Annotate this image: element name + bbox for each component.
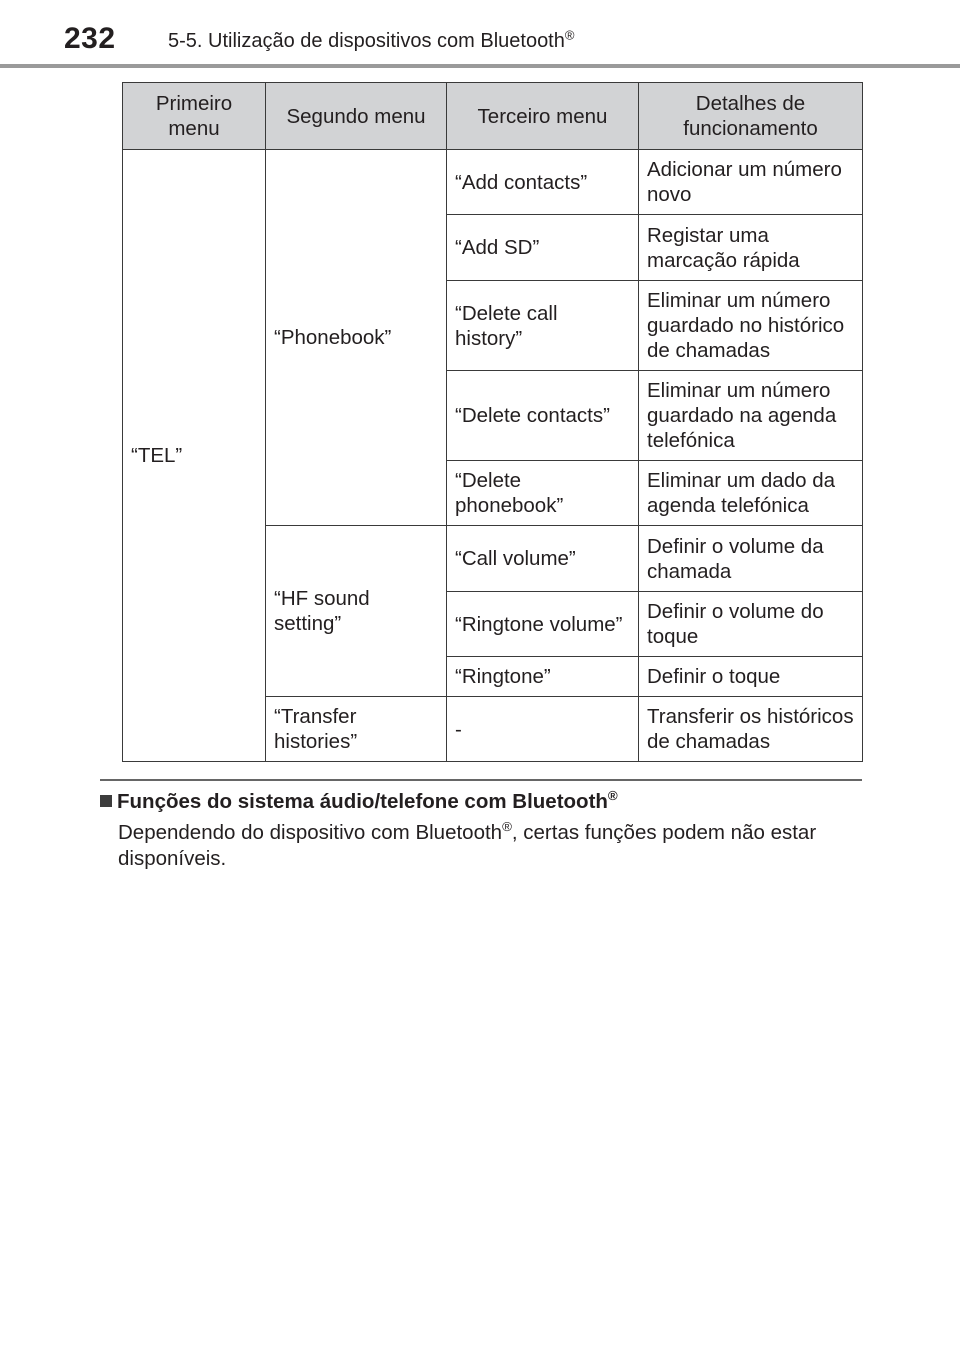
note-title (100, 790, 618, 814)
third-menu-cell: “Add SD” (447, 215, 639, 281)
section-divider (100, 779, 862, 781)
third-menu-cell: “Delete contacts” (447, 371, 639, 461)
section-title (168, 27, 575, 53)
third-menu-cell: “Delete phonebook” (447, 461, 639, 526)
third-menu-cell: “Add contacts” (447, 150, 639, 215)
details-cell: Definir o toque (639, 657, 863, 697)
table-header-row (123, 83, 863, 150)
third-menu-cell: “Ringtone” (447, 657, 639, 697)
page-number: 232 (64, 22, 116, 55)
details-cell: Transferir os históricos de chamadas (639, 697, 863, 762)
third-menu-cell: “Ringtone volume” (447, 592, 639, 657)
registered-mark: ® (502, 819, 512, 835)
third-menu-cell: - (447, 697, 639, 762)
details-cell: Eliminar um número guardado na agenda telefónica (639, 371, 863, 461)
registered-mark: ® (607, 788, 618, 804)
note-text (118, 820, 860, 872)
header-third-menu: Terceiro menu (447, 83, 639, 150)
header-details: Detalhes de funcionamento (639, 83, 863, 150)
note-text-part: , certas funções podem não estar disponíveis. (118, 821, 817, 870)
details-cell: Eliminar um dado da agenda telefónica (639, 461, 863, 526)
menu-table (122, 82, 863, 762)
details-cell: Eliminar um número guardado no histórico de chamadas (639, 281, 863, 371)
second-menu-transfer: “Transfer histories” (266, 697, 447, 762)
header-first-menu: Primeiro menu (123, 83, 266, 150)
table-row (123, 150, 863, 215)
section-title-text: 5-5. Utilização de dispositivos com Bluetooth (168, 30, 565, 52)
first-menu-tel: “TEL” (123, 150, 266, 762)
second-menu-phonebook: “Phonebook” (266, 150, 447, 526)
details-cell: Definir o volume do toque (639, 592, 863, 657)
second-menu-hf-sound: “HF sound setting” (266, 526, 447, 697)
note-text-part: Dependendo do dispositivo com Bluetooth (118, 821, 503, 844)
third-menu-cell: “Delete call history” (447, 281, 639, 371)
header-second-menu: Segundo menu (266, 83, 447, 150)
details-cell: Definir o volume da chamada (639, 526, 863, 592)
registered-mark: ® (564, 27, 575, 43)
square-bullet-icon (100, 795, 112, 807)
details-cell: Registar uma marcação rápida (639, 215, 863, 281)
note-title-text: Funções do sistema áudio/telefone com Bluetooth (117, 790, 608, 813)
details-cell: Adicionar um número novo (639, 150, 863, 215)
header-rule (0, 64, 960, 68)
page-header (0, 0, 960, 70)
third-menu-cell: “Call volume” (447, 526, 639, 592)
